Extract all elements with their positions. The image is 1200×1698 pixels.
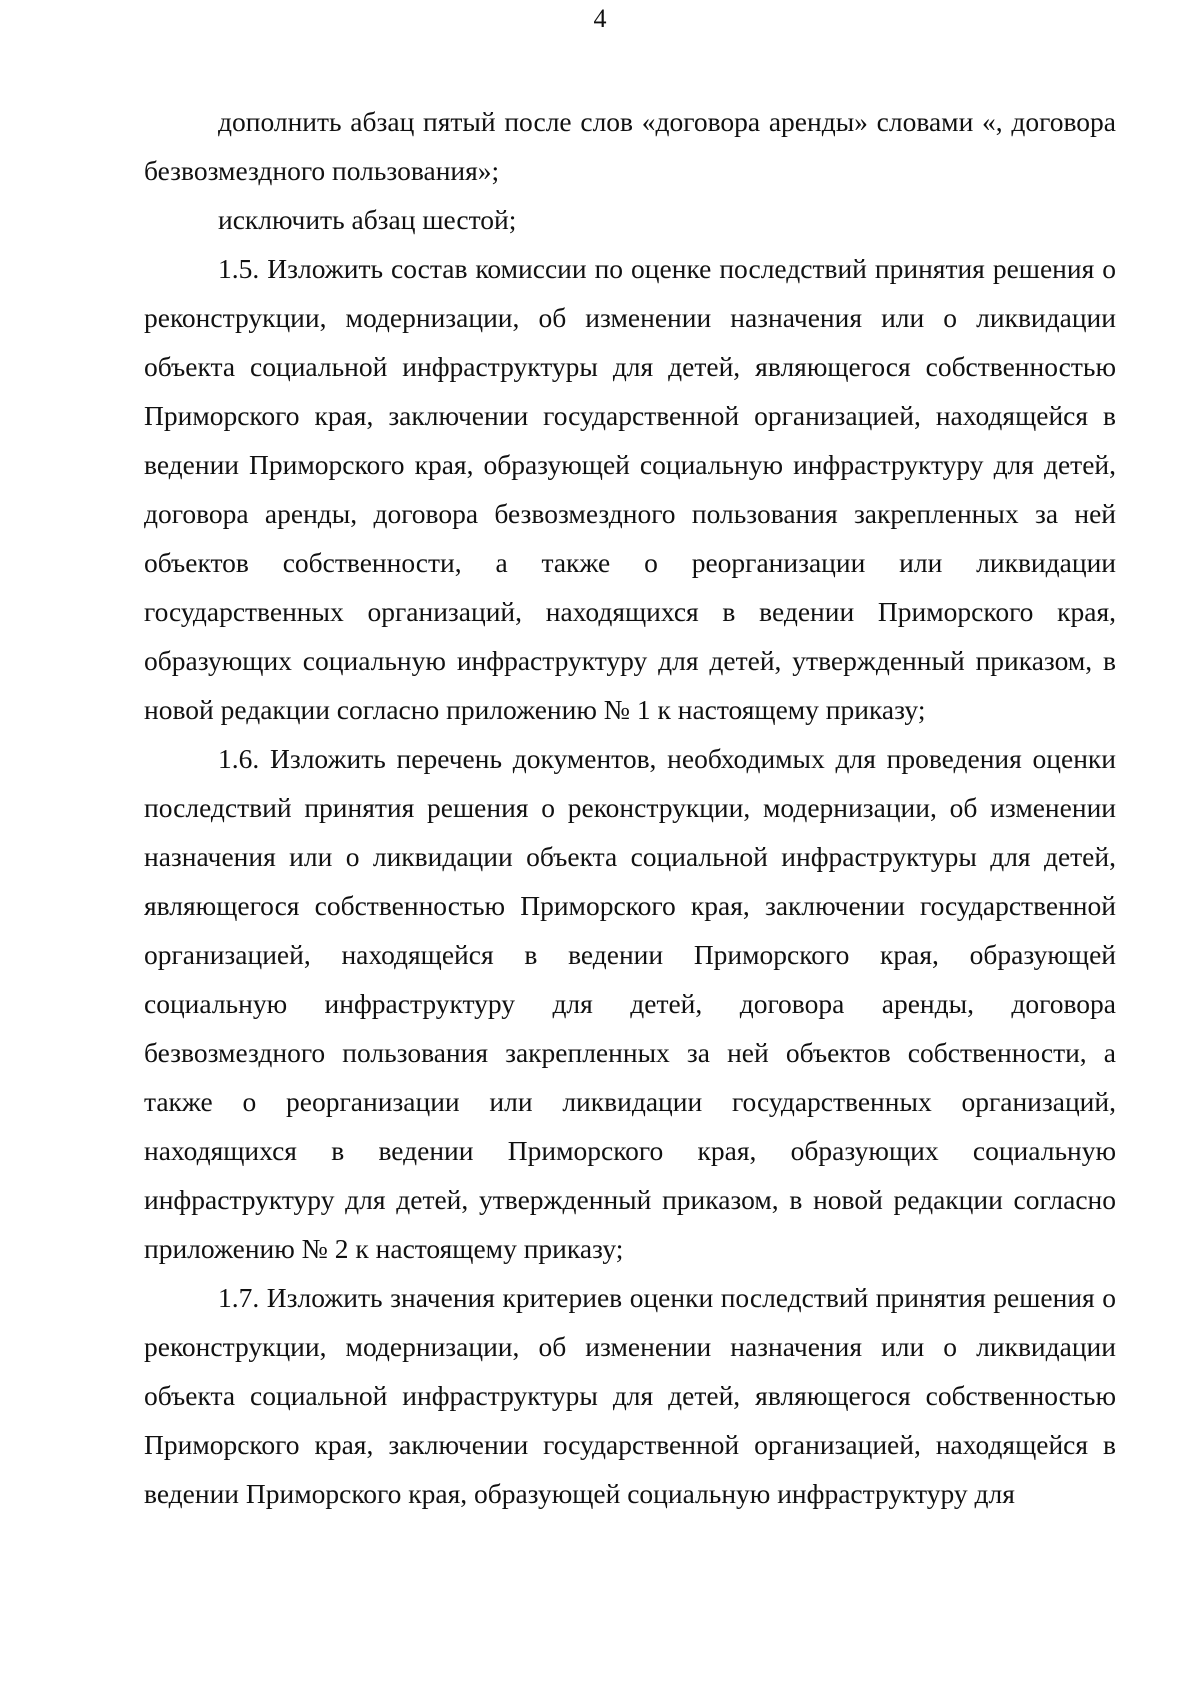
- paragraph-supplement-fifth: дополнить абзац пятый после слов «договора аренды» словами «, договора безвозмездного пользования»;: [144, 106, 1116, 186]
- paragraph-exclude-sixth: исключить абзац шестой;: [218, 204, 517, 235]
- document-body: [144, 97, 1116, 1518]
- paragraph-1-7: 1.7. Изложить значения критериев оценки последствий принятия решения о реконструкции, модернизации, об изменении назначения или о ликвидации объекта социальной инфраструктуры для детей, являющегося собственностью Приморского края, заключении государственной организацией, находящейся в ведении Приморского края, образующей социальную инфраструктуру для: [144, 1282, 1116, 1509]
- paragraph-1-5: 1.5. Изложить состав комиссии по оценке последствий принятия решения о реконструкции, модернизации, об изменении назначения или о ликвидации объекта социальной инфраструктуры для детей, являющегося собственностью Приморского края, заключении государственной организацией, находящейся в ведении Приморского края, образующей социальную инфраструктуру для детей, договора аренды, договора безвозмездного пользования закрепленных за ней объектов собственности, а также о реорганизации или ликвидации государственных организаций, находящихся в ведении Приморского края, образующих социальную инфраструктуру для детей, утвержденный приказом, в новой редакции согласно приложению № 1 к настоящему приказу;: [144, 253, 1116, 725]
- paragraph-1-6: 1.6. Изложить перечень документов, необходимых для проведения оценки последствий принятия решения о реконструкции, модернизации, об изменении назначения или о ликвидации объекта социальной инфраструктуры для детей, являющегося собственностью Приморского края, заключении государственной организацией, находящейся в ведении Приморского края, образующей социальную инфраструктуру для детей, договора аренды, договора безвозмездного пользования закрепленных за ней объектов собственности, а также о реорганизации или ликвидации государственных организаций, находящихся в ведении Приморского края, образующих социальную инфраструктуру для детей, утвержденный приказом, в новой редакции согласно приложению № 2 к настоящему приказу;: [144, 743, 1116, 1264]
- page-number: 4: [593, 4, 607, 33]
